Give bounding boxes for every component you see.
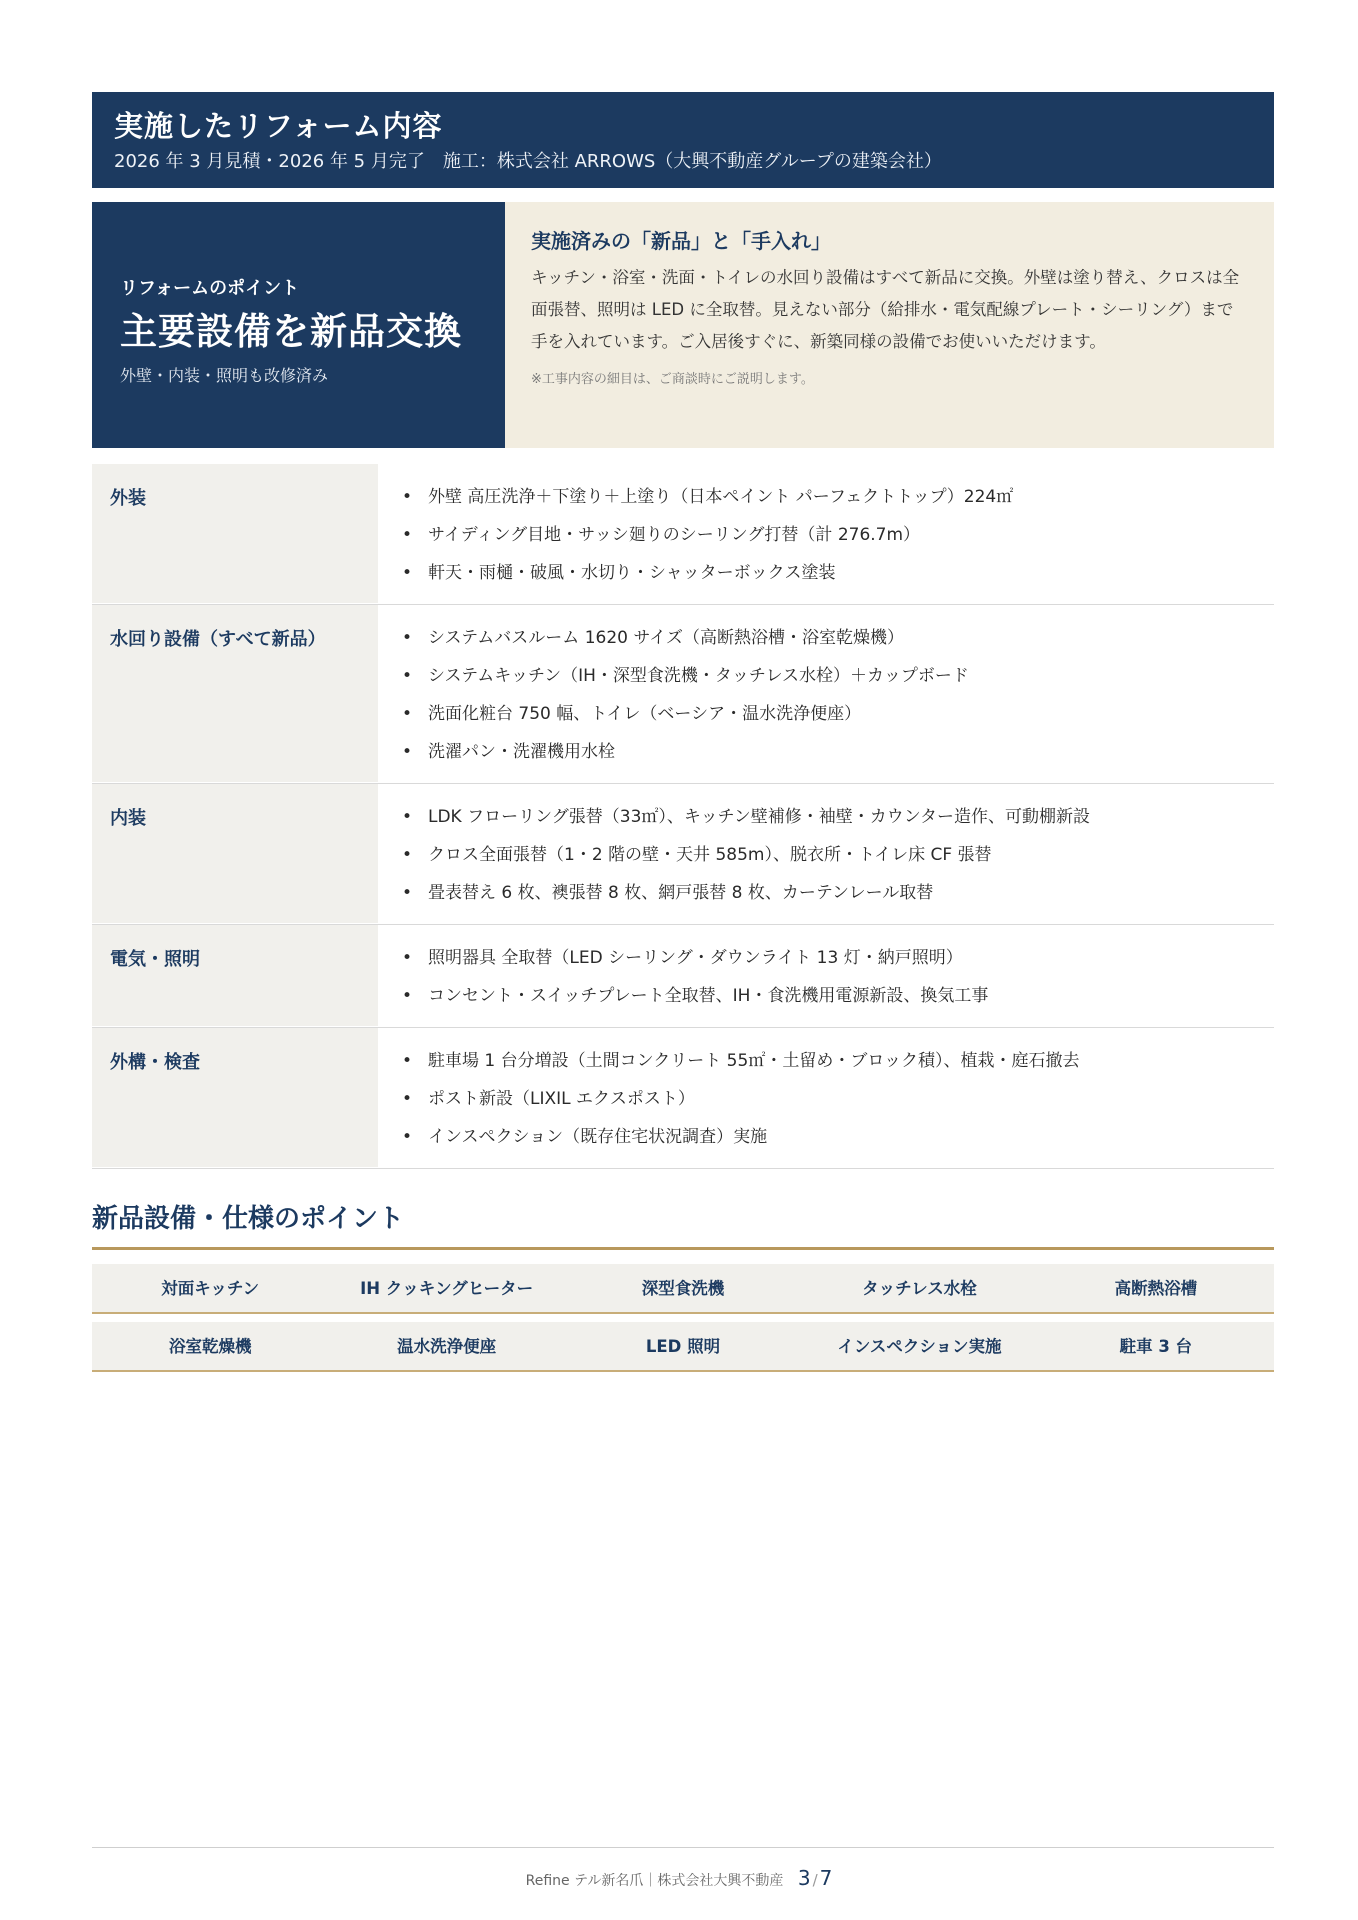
page-title: 実施したリフォーム内容 bbox=[114, 109, 443, 143]
feature-tag: 高断熱浴槽 bbox=[1114, 1279, 1198, 1298]
list-item: • クロス全面張替（1・2 階の壁・天井 585m）、脱衣所・トイレ床 CF 張替 bbox=[402, 836, 1274, 874]
list-item: • 洗面化粧台 750 幅、トイレ（ベーシア・温水洗浄便座） bbox=[402, 695, 1274, 733]
features-section-title: 新品設備・仕様のポイント bbox=[92, 1199, 1274, 1250]
list-item: • 畳表替え 6 枚、襖張替 8 枚、網戸張替 8 枚、カーテンレール取替 bbox=[402, 874, 1274, 912]
list-item: • サイディング目地・サッシ廻りのシーリング打替（計 276.7m） bbox=[402, 516, 1274, 554]
point-summary bbox=[92, 202, 505, 448]
feature-tag: 浴室乾燥機 bbox=[168, 1337, 252, 1356]
feature-tag: 深型食洗機 bbox=[641, 1279, 725, 1298]
row-category: 内装 bbox=[92, 784, 378, 924]
features-row-1 bbox=[92, 1264, 1274, 1314]
footer-text: Refine テル新名爪｜株式会社大興不動産 bbox=[525, 1873, 784, 1889]
point-description bbox=[505, 202, 1274, 448]
feature-tag: 対面キッチン bbox=[161, 1279, 260, 1298]
row-items bbox=[378, 1028, 1274, 1168]
page-number-current: 3 bbox=[797, 1866, 811, 1890]
table-row bbox=[92, 605, 1274, 784]
feature-tag: 駐車 3 台 bbox=[1119, 1337, 1193, 1356]
row-items bbox=[378, 464, 1274, 604]
row-category: 水回り設備（すべて新品） bbox=[92, 605, 378, 783]
footer bbox=[0, 1864, 1358, 1895]
point-right-title: 実施済みの「新品」と「手入れ」 bbox=[531, 229, 831, 253]
row-items bbox=[378, 605, 1274, 783]
header-banner bbox=[92, 92, 1274, 188]
feature-tag: インスペクション実施 bbox=[837, 1337, 1002, 1356]
feature-tag: タッチレス水栓 bbox=[862, 1279, 977, 1298]
feature-tag: LED 照明 bbox=[645, 1337, 721, 1356]
reform-point-block bbox=[92, 202, 1274, 448]
row-items bbox=[378, 925, 1274, 1027]
table-row bbox=[92, 464, 1274, 605]
row-items bbox=[378, 784, 1274, 924]
page-number-total: 7 bbox=[819, 1866, 833, 1890]
list-item: • システムキッチン（IH・深型食洗機・タッチレス水栓）＋カップボード bbox=[402, 657, 1274, 695]
list-item: • インスペクション（既存住宅状況調査）実施 bbox=[402, 1118, 1274, 1156]
row-category: 電気・照明 bbox=[92, 925, 378, 1027]
point-sub: 外壁・内装・照明も改修済み bbox=[120, 366, 329, 385]
point-label: リフォームのポイント bbox=[120, 278, 300, 299]
feature-tag: IH クッキングヒーター bbox=[360, 1279, 534, 1298]
list-item: • 軒天・雨樋・破風・水切り・シャッターボックス塗装 bbox=[402, 554, 1274, 592]
reform-details-table bbox=[92, 464, 1274, 1169]
page-subtitle: 2026 年 3 月見積・2026 年 5 月完了 施工：株式会社 ARROWS（大興不動産グループの建築会社） bbox=[114, 151, 942, 172]
table-row bbox=[92, 784, 1274, 925]
point-right-body: キッチン・浴室・洗面・トイレの水回り設備はすべて新品に交換。外壁は塗り替え、クロスは全面張替、照明は LED に全取替。見えない部分（給排水・電気配線プレート・シーリング）まで手を入れています。ご入居後すぐに、新築同様の設備でお使いいただけます。 bbox=[531, 268, 1240, 351]
list-item: • 外壁 高圧洗浄＋下塗り＋上塗り（日本ペイント パーフェクトトップ）224㎡ bbox=[402, 478, 1274, 516]
page bbox=[92, 92, 1274, 1372]
features-row-2 bbox=[92, 1322, 1274, 1372]
footer-divider bbox=[92, 1847, 1274, 1848]
list-item: • LDK フローリング張替（33㎡）、キッチン壁補修・袖壁・カウンター造作、可動棚新設 bbox=[402, 798, 1274, 836]
point-headline: 主要設備を新品交換 bbox=[120, 310, 462, 353]
row-category: 外構・検査 bbox=[92, 1028, 378, 1168]
list-item: • システムバスルーム 1620 サイズ（高断熱浴槽・浴室乾燥機） bbox=[402, 619, 1274, 657]
point-note: ※工事内容の細目は、ご商談時にご説明します。 bbox=[531, 372, 814, 387]
list-item: • コンセント・スイッチプレート全取替、IH・食洗機用電源新設、換気工事 bbox=[402, 977, 1274, 1015]
table-row bbox=[92, 1028, 1274, 1169]
feature-tag: 温水洗浄便座 bbox=[397, 1337, 497, 1356]
table-row bbox=[92, 925, 1274, 1028]
list-item: • 駐車場 1 台分増設（土間コンクリート 55㎡・土留め・ブロック積）、植栽・庭石撤去 bbox=[402, 1042, 1274, 1080]
page-number-separator: / bbox=[812, 1871, 818, 1889]
list-item: • 洗濯パン・洗濯機用水栓 bbox=[402, 733, 1274, 771]
list-item: • 照明器具 全取替（LED シーリング・ダウンライト 13 灯・納戸照明） bbox=[402, 939, 1274, 977]
list-item: • ポスト新設（LIXIL エクスポスト） bbox=[402, 1080, 1274, 1118]
row-category: 外装 bbox=[92, 464, 378, 604]
